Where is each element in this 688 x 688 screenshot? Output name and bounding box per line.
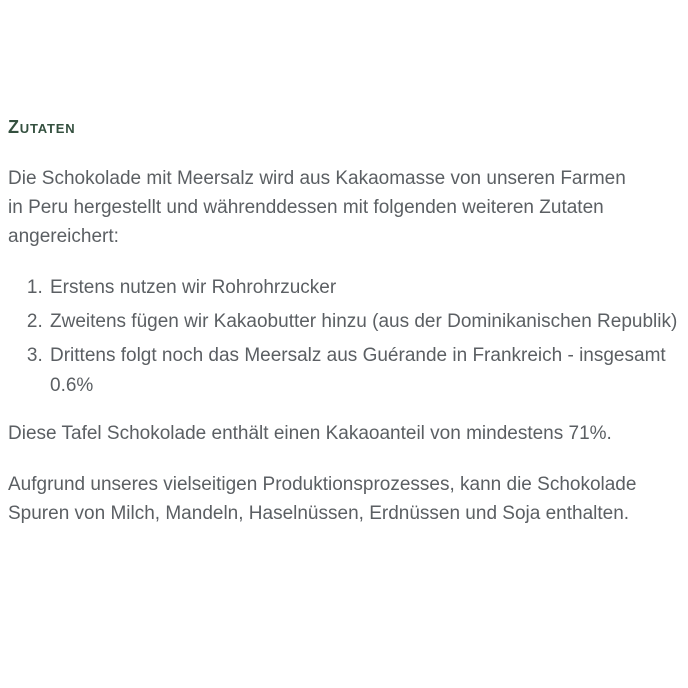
section-heading-zutaten: Zutaten <box>8 117 76 137</box>
ingredient-item-1: 1. Erstens nutzen wir Rohrohrzucker <box>48 273 678 303</box>
ingredient-item-3: 3. Drittens folgt noch das Meersalz aus Guérande in Frankreich - insgesamt 0.6% <box>48 341 678 401</box>
ingredient-item-2: 2. Zweitens fügen wir Kakaobutter hinzu (aus der Dominikanischen Republik) <box>48 307 678 337</box>
allergen-paragraph: Aufgrund unseres vielseitigen Produktionsprozesses, kann die Schokolade Spuren von Milch, Mandeln, Haselnüssen, Erdnüssen und Soja enthalten. <box>8 474 637 524</box>
cocoa-content-paragraph: Diese Tafel Schokolade enthält einen Kakaoanteil von mindestens 71%. <box>8 423 612 444</box>
intro-paragraph: Die Schokolade mit Meersalz wird aus Kakaomasse von unseren Farmen in Peru hergestellt und währenddessen mit folgenden weiteren Zutaten angereichert: <box>8 168 626 247</box>
ingredient-list <box>8 273 678 401</box>
